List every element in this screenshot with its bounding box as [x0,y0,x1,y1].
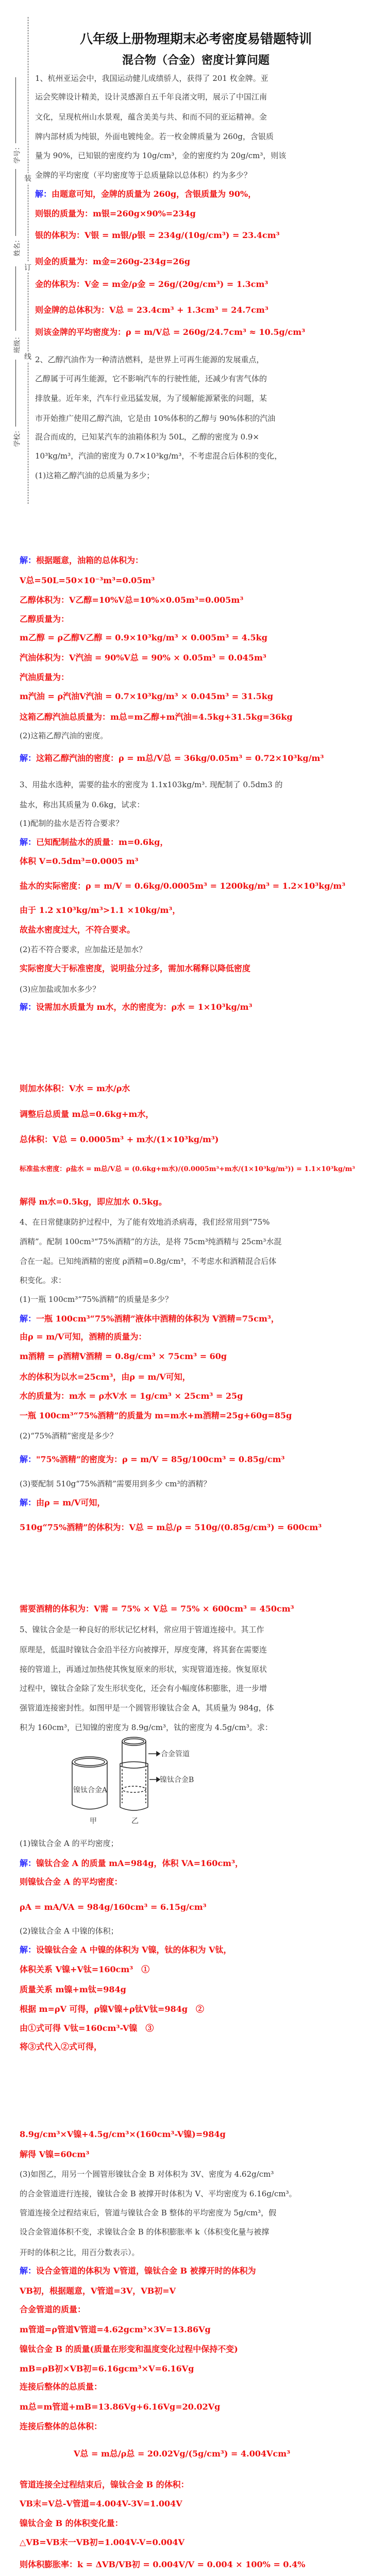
line-text: 这箱乙醇汽油总质量为：m总=m乙醇+m汽油=4.5kg+31.5kg=36kg [20,712,293,722]
question-line [20,1235,281,1248]
question-line [35,469,154,482]
line-text: 根据题意，油箱的总体积为： [36,555,144,565]
line-text: 5、镍钛合金是一种良好的形状记忆材料，常应用于管道连接中。其工作 [20,1625,264,1634]
fill-line [15,77,16,143]
line-text: 则银的质量为：m银=260g×90%=234g [35,209,196,218]
question-line [20,1721,273,1734]
line-text: 运会奖牌设计精美，设计灵感源自五千年良渚文明，展示了中国江南 [35,92,267,101]
line-text: 设合金管道的体积为 V管道，镍钛合金 B 被撑开时的体积为 [36,2266,256,2276]
answer-line [20,2420,102,2433]
line-text: m管道=ρ管道V管道=4.62gcm³×3V=13.86Vg [20,2325,211,2334]
line-text: 酒精”。配制 100cm³“75%酒精”的方法，是将 75cm³纯酒精与 25cm³水混 [20,1237,282,1246]
question-line [20,2168,274,2180]
solution-line [35,188,256,200]
question-line [20,1682,267,1694]
line-text: VB初，根据题意，V管道=3V，VB初=V [20,2286,176,2296]
answer-line [20,904,180,917]
solution-line [20,1944,232,1956]
line-text: 由题意可知，金牌的质量为 260g，含银质量为 90%， [52,189,257,199]
question-line [35,169,251,181]
solution-prefix: 解： [20,1945,37,1955]
line-text: 的合金管道进行连接，镍钛合金 B 被撑开时体积为 V、平均密度为 6.16g/cm³。 [20,2189,297,2198]
answer-line [20,1410,292,1422]
solution-line [20,2265,256,2277]
answer-line [20,2041,102,2053]
line-text: 市开始推广使用乙醇汽油，它是由 10%体积的乙醇与 90%体积的汽油 [35,414,276,423]
line-text: 水的质量为：m水 = ρ水V水 = 1g/cm³ × 25cm³ = 25g [20,1391,243,1401]
line-text: 标准盐水密度：ρ盐水 = m总/V总 = (0.6kg+m水)/(0.0005m³+m水/(1×10³kg/m³)) = 1.1×10³kg/m³ [20,1165,355,1173]
answer-line [74,2448,290,2460]
solution-line [20,554,143,567]
line-text: 混合而成的，已知某汽车的油箱体积为 50L，乙醇的密度为 0.9× [35,432,260,442]
line-text: 镍钛合金 A 的质量 mA=984g，体积 VA=160cm³， [36,1858,244,1868]
question-line [35,450,282,462]
line-text: 设合金管道体积不变，求镍钛合金 B 的体积膨胀率 k（体积变化量与被撑 [20,2227,269,2236]
line-text: (3)应加盐或加水多少？ [20,985,100,994]
line-text: 由ρ = m/V可知， [36,1498,106,1507]
answer-line [35,208,196,220]
answer-line [20,613,69,625]
answer-line [20,594,243,606]
question-line [20,1643,267,1656]
answer-line [20,2401,220,2413]
line-text: 体积关系 V镍+V钛=160cm³ ① [20,1964,150,1974]
fill-line [15,169,16,236]
line-text: 解得 m水=0.5kg，即应加水 0.5kg。 [20,1197,167,1207]
answer-line [20,1876,123,1888]
answer-line [20,2381,102,2393]
solution-line [20,1001,252,1013]
line-text: 金牌的平均密度（平均密度等于总质量除以总体积）约为多少？ [35,171,252,180]
line-text: (2)“75%酒精”密度是多少？ [20,1431,117,1440]
line-text: (1)镍钛合金 A 的平均密度； [20,1839,119,1848]
line-text: 金的体积为：V金 = m金/ρ金 = 26g/(20g/cm³) = 1.3cm³ [35,279,268,289]
answer-line [35,229,280,242]
line-text: 镍钛合金 B 的体积变化量： [20,2518,123,2528]
question-line [35,412,275,425]
line-text: 乙醇体积为：V乙醇=10%V总=10%×0.05m³=0.005m³ [20,595,244,605]
fill-line [15,360,16,427]
line-text: m酒精 = ρ酒精V酒精 = 0.8g/cm³ × 75cm³ = 60g [20,1351,227,1361]
line-text: 管道连接全过程结束后，镍钛合金 B 的体积： [20,2480,189,2489]
line-text: 将③式代入②式可得， [20,2042,103,2052]
line-text: 由于 1.2 x10³kg/m³>1.1 ×10kg/m³， [20,905,181,915]
school-label: 学校： [13,427,22,447]
solution-prefix: 解： [20,1314,37,1324]
question-line [20,730,108,742]
answer-line [20,652,266,664]
line-text: 接的管道上，再通过加热使其恢复原来的形状，实现管道连接。恢复原状 [20,1665,267,1674]
answer-line [20,2517,123,2530]
answer-line [20,1196,167,1208]
line-text: (1)一瓶 100cm³“75%酒精”的质量是多少？ [20,1295,173,1304]
question-line [20,943,146,956]
question-line [35,372,267,385]
answer-line [20,1371,191,1383]
answer-line [20,1133,218,1146]
line-text: 积变化。求： [20,1276,66,1285]
line-text: 开时的体积之比，用百分数表示）。 [20,2248,140,2257]
line-text: 连接后整体的总质量： [20,2382,103,2392]
figure-caption-jia: 甲 [90,1817,97,1825]
solution-prefix: 解： [35,189,52,199]
line-text: △VB=VB末一VB初=1.004V-V=0.004V [20,2537,185,2547]
line-text: 解得 V镍=60cm³ [20,2149,90,2159]
name-label: 姓名： [13,236,22,257]
question-line [20,817,123,829]
solution-prefix: 解： [20,555,37,565]
fill-line [15,266,16,331]
answer-line [20,1108,154,1121]
line-text: 连接后整体的总体积： [20,2421,103,2431]
answer-line [20,1521,322,1534]
question-line [20,1216,270,1228]
line-text: (2)镍钛合金 A 中镍的体积； [20,1926,119,1936]
line-text: 量为 90%，已知银的密度约为 10g/cm³，金的密度约为 20g/cm³，则该 [35,151,286,160]
line-text: 合在一起。已知纯酒精的密度 ρ酒精=0.8g/cm³，不考虑水和酒精混合后体 [20,1257,277,1266]
line-text: 4、在日常健康防护过程中，为了能有效地消杀病毒，我们经常用到“75% [20,1217,270,1227]
answer-line [20,2536,184,2549]
page-title: 八年级上册物理期末必考密度易错题特训 [79,31,312,46]
line-text: 调整后总质量 m总=0.6kg+m水， [20,1109,154,1119]
line-text: 过程中，镍钛合金除了发生形状变化，还会有小幅度体积膨胀，进一步增 [20,1684,267,1693]
line-text: (3)要配制 510g“75%酒精”需要用到多少 cm³的酒精？ [20,1479,211,1488]
line-text: 镍钛合金 B 的质量(质量在形变和温度变化过程中保持不变) [20,2344,238,2354]
question-line [20,1663,267,1675]
line-text: 3、用盐水选种，需要的盐水的密度为 1.1x103kg/m³. 现配制了 0.5dm3 的 [20,780,283,789]
line-text: VB末=V总-V管道=4.004V-3V=1.004V [20,2499,182,2509]
pipe-label: 合金管道 [161,1750,190,1758]
line-text: 牌内部材质为纯银，外面电镀纯金。若一枚金牌质量为 260g，含银质 [35,132,274,141]
line-text: V总 = m总/ρ总 = 20.02Vg/(5g/cm³) = 4.004Vcm³ [74,2449,291,2459]
line-text: 汽油质量为： [20,672,70,682]
line-text: 盐水，称出其质量为 0.6kg，试求： [20,800,145,809]
line-text: 乙醇质量为： [20,614,70,624]
solution-line [20,752,324,765]
solution-prefix: 解： [20,1858,37,1868]
line-text: 一瓶 100cm³“75%酒精”液体中酒精的体积为 V酒精=75cm³， [36,1314,279,1324]
question-line [20,1623,264,1636]
answer-line [20,2003,204,2015]
solution-line [20,1453,285,1466]
line-text: 一瓶 100cm³“75%酒精”的质量为 m=m水+m酒精=25g+60g=85g [20,1411,292,1420]
solution-prefix: 解： [20,1498,37,1507]
answer-line [20,1901,207,1913]
solution-prefix: 解： [20,753,37,763]
line-text: 积为 160cm³，已知镍的密度为 8.9g/cm³，钛的密度为 4.5g/cm³。求： [20,1723,273,1732]
line-text: 2、乙醇汽油作为一种清洁燃料，是世界上可再生能源的发展重点， [35,355,264,364]
answer-line [20,2479,189,2491]
line-text: (3)如图乙，用另一个圆管形镍钛合金 B 对体积为 3V、密度为 4.62g/cm³ [20,2170,274,2179]
line-text: V总=50L=50×10⁻³m³=0.05m³ [20,575,155,585]
line-text: (2)这箱乙醇汽油的密度。 [20,731,108,740]
solution-prefix: 解： [20,1002,37,1012]
line-text: 由ρ = m/V可知，酒精的质量为： [20,1332,147,1342]
line-text: 则加水体积：V水 = m水/ρ水 [20,1083,130,1093]
question-line [35,72,268,84]
alloy-a-label: 镍钛合金A [73,1786,108,1794]
line-text: mB=ρB初×VB初=6.16gcm³×V=6.16Vg [20,2364,194,2374]
question-line [20,2226,269,2238]
answer-line [20,924,135,936]
line-text: (1)配制的盐水是否符合要求？ [20,819,124,828]
line-text: 则该金牌的平均密度为：ρ = m/V总 = 260g/24.7cm³ ≈ 10.5g/cm³ [35,327,306,337]
answer-line [20,671,69,684]
line-text: 汽油体积为：V汽油 = 90%V总 = 90% × 0.05m³ = 0.045m³ [20,653,266,663]
question-line [20,778,283,791]
class-label: 班级： [13,333,22,353]
line-text: 银的体积为：V银 = m银/ρ银 = 234g/(10g/cm³) = 23.4cm³ [35,230,280,240]
binding-mark: 订 [24,262,31,273]
question-line [35,130,274,143]
student-id-label: 学号： [13,143,22,164]
answer-line [20,2498,182,2510]
answer-line [20,1350,227,1363]
question-line [20,2246,140,2259]
answer-line [20,2558,305,2571]
answer-line [35,304,268,316]
question-line [35,353,264,366]
question-line [20,1430,117,1442]
alloy-pipe-and-b [120,1737,160,1810]
answer-line [20,880,345,892]
alloy-b-label: 镍钛合金B [160,1776,194,1784]
page-subtitle: 混合物（合金）密度计算问题 [122,54,269,67]
line-text: 则体积膨胀率：k = ΔVB/VB初 = 0.004V/V = 0.004 × 100% = 0.4% [20,2560,306,2569]
solution-prefix: 解： [20,837,37,847]
question-line [20,1925,119,1937]
binding-mark: 线 [24,351,31,362]
answer-line [35,326,305,338]
answer-line [20,1331,146,1343]
answer-line [20,855,139,868]
answer-line [20,1163,355,1176]
line-text: 根据 m=ρV 可得，ρ镍V镍+ρ钛V钛=984g ② [20,2004,205,2014]
solution-line [20,1313,279,1325]
question-line [35,111,267,123]
line-text: 设需加水质量为 m水，水的密度为：ρ水 = 1×10³kg/m³ [36,1002,252,1012]
line-text: 质量关系 m镍+m钛=984g [20,1985,126,1994]
line-text: 则镍钛合金 A 的平均密度： [20,1877,123,1887]
question-line [20,2207,276,2219]
answer-line [20,2148,89,2161]
line-text: 故盐水密度过大，不符合要求。 [20,925,136,935]
answer-line [20,574,155,587]
answer-line [20,2363,194,2375]
binding-mark: 装 [24,173,31,183]
question-line [20,1255,276,1267]
alloy-figure [67,1735,242,1833]
line-text: 文化，呈现杭州山水景观，蕴含美美与共、和而不同的亚运精神。金 [35,112,267,122]
answer-line [20,632,267,644]
answer-line [20,2324,211,2336]
answer-line [20,2022,154,2035]
line-text: 设镍钛合金 A 中镍的体积为 V镍，钛的体积为 V钛， [36,1945,232,1955]
line-text: 1、杭州亚运会中，我国运动健儿成绩骄人，获得了 201 枚金牌。亚 [35,74,268,83]
line-text: 管道连接全过程结束后，管道与镍钛合金 B 整体的平均密度为 5g/cm³，假 [20,2208,277,2217]
answer-line [20,1082,130,1095]
line-text: 乙醇属于可再生能源，它不影响汽车的行驶性能，还减少有害气体的 [35,374,267,383]
line-text: 510g“75%酒精”的体积为：V总 = m总/ρ = 510g/(0.85g/cm³) = 600cm³ [20,1522,322,1532]
solution-line [20,836,168,849]
line-text: 已知配制盐水的质量：m=0.6kg， [36,837,168,847]
answer-line [20,2285,176,2297]
line-text: 实际密度大于标准密度，说明盐分过多，需加水稀释以降低密度 [20,963,251,973]
line-text: "75%酒精”的密度为：ρ = m/V = 85g/100cm³ = 0.85g/cm³ [36,1454,285,1464]
line-text: 水的体积为以水=25cm³，由ρ = m/V可知， [20,1372,191,1382]
answer-line [20,711,293,723]
question-line [35,149,286,162]
solution-line [20,1857,243,1870]
line-text: 8.9g/cm³×V镍+4.5g/cm³×(160cm³-V镍)=984g [20,2129,226,2139]
line-text: 需要酒精的体积为：V需 = 75% × V总 = 75% × 600cm³ = 450cm³ [20,1604,294,1614]
line-text: 由①式可得 V钛=160cm³-V镍 ③ [20,2023,154,2033]
question-line [20,1274,66,1286]
answer-line [20,1984,126,1996]
question-line [20,1837,119,1850]
alloy-a-cylinder [72,1757,107,1809]
answer-line [20,1390,243,1402]
solution-prefix: 解： [20,2266,37,2276]
question-line [20,799,144,811]
answer-line [20,1603,294,1615]
question-line [35,431,259,443]
question-line [20,2188,297,2200]
line-text: m总=m管道+mB=13.86Vg+6.16Vg=20.02Vg [20,2402,221,2412]
answer-line [20,1963,149,1976]
answer-line [35,278,268,291]
figure-caption-yi: 乙 [131,1817,139,1825]
line-text: ρA = mA/VA = 984g/160cm³ = 6.15g/cm³ [20,1902,207,1912]
question-line [35,91,267,103]
answer-line [20,2303,86,2316]
line-text: 原理是，低温时镍钛合金沿半径方向被撑开，厚度变薄，将其套在需要连 [20,1645,267,1654]
line-text: m汽油 = ρ汽油V汽油 = 0.7×10³kg/m³ × 0.045m³ = 31.5kg [20,691,274,701]
line-text: 这箱乙醇汽油的密度：ρ = m总/V总 = 36kg/0.05m³ = 0.72×10³kg/m³ [36,753,324,763]
line-text: 则金牌的总体积为：V总 = 23.4cm³ + 1.3cm³ = 24.7cm³ [35,305,268,315]
line-text: 10³kg/m³，汽油的密度为 0.7×10³kg/m³，不考虑混合后体积的变化， [35,451,282,461]
solution-line [20,1497,105,1509]
line-text: 盐水的实际密度：ρ = m/V = 0.6kg/0.0005m³ = 1200kg/m³ = 1.2×10³kg/m³ [20,881,346,891]
answer-line [20,690,273,703]
line-text: m乙醇 = ρ乙醇V乙醇 = 0.9×10³kg/m³ × 0.005m³ = 4.5kg [20,633,267,642]
question-line [20,1478,211,1490]
line-text: 强管道连接密封性。如图甲是一个圆管形镍钛合金 A，其质量为 984g，体 [20,1703,274,1713]
line-text: (2)若不符合要求，应加盐还是加水？ [20,945,147,954]
line-text: 合金管道的质量： [20,2304,86,2314]
line-text: 体积 V=0.5dm³=0.0005 m³ [20,856,139,866]
answer-line [20,2128,226,2141]
question-line [20,1293,173,1306]
question-line [35,392,267,404]
solution-prefix: 解： [20,1454,37,1464]
question-line [20,1702,274,1714]
line-text: 则金的质量为：m金=260g-234g=26g [35,257,191,266]
question-line [20,983,100,995]
line-text: 排放量。近年来，汽车行业迅猛发展，为了缓解能源紧张的问题，某 [35,394,267,403]
answer-line [20,2343,238,2355]
answer-line [20,962,250,975]
line-text: (1)这箱乙醇汽油的总质量为多少； [35,471,155,480]
answer-line [35,256,190,268]
line-text: 总体积：V总 = 0.0005m³ + m水/(1×10³kg/m³) [20,1134,219,1144]
